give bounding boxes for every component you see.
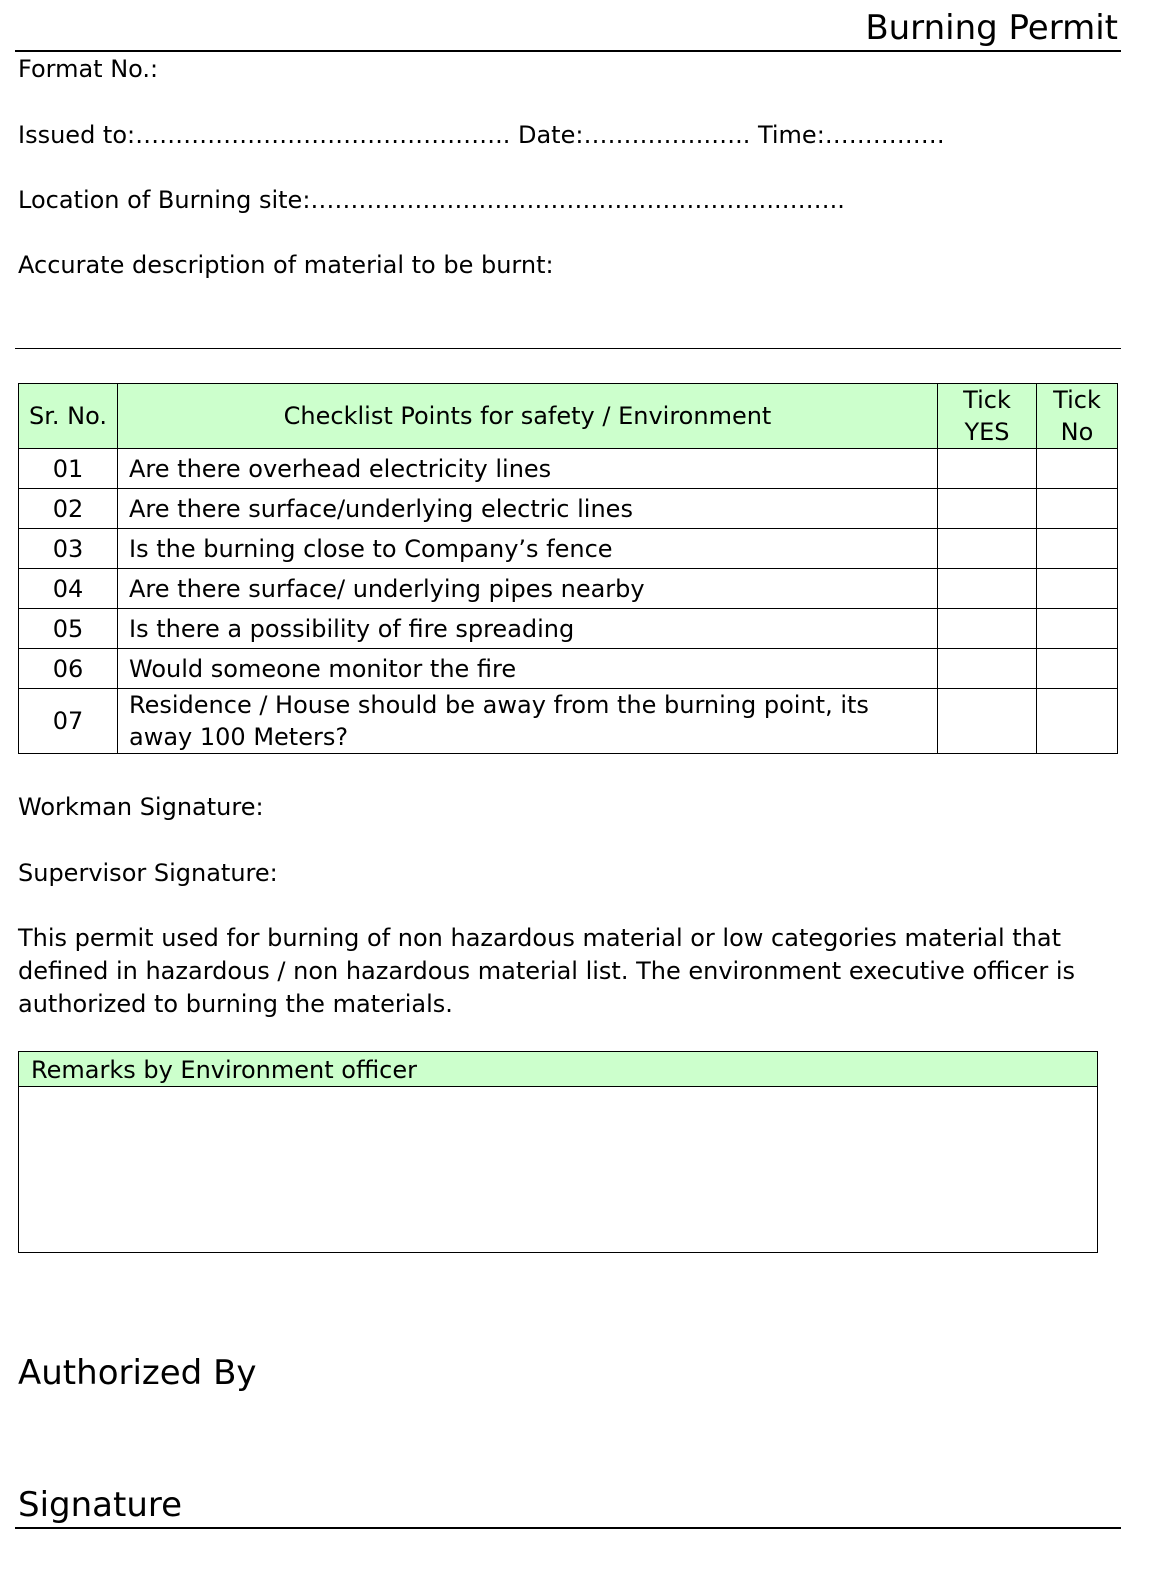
permit-note: This permit used for burning of non hazardous material or low categories material that defined in hazardous / non hazardous material list. The environment executive officer is authorized to burning the materials. [18,924,1075,1018]
remarks-box [18,1051,1098,1253]
signature-rule [15,1527,1121,1529]
checklist-header-row [19,384,1118,449]
checklist-point: Residence / House should be away from the burning point, its away 100 Meters? [118,689,938,754]
checklist-point: Would someone monitor the fire [118,649,938,689]
tick-no-cell[interactable] [1037,449,1118,489]
tick-no-cell[interactable] [1037,529,1118,569]
checklist-row [19,689,1118,754]
checklist-row [19,449,1118,489]
signature-label: Signature [18,1485,183,1525]
row-number: 01 [19,449,118,489]
tick-yes-cell[interactable] [938,569,1037,609]
tick-yes-cell[interactable] [938,449,1037,489]
material-description-label: Accurate description of material to be burnt: [18,251,554,279]
issued-date-time-field: Issued to:……………………………………….. Date:…………….….. Time:…………… [18,121,945,149]
location-field: Location of Burning site:…………………………………………………..…….. [18,186,845,214]
sr-no-header: Sr. No. [19,384,118,449]
tick-no-cell[interactable] [1037,569,1118,609]
row-number: 05 [19,609,118,649]
supervisor-signature-label: Supervisor Signature: [18,859,278,887]
tick-yes-cell[interactable] [938,489,1037,529]
workman-signature-label: Workman Signature: [18,793,264,821]
remarks-header: Remarks by Environment officer [19,1052,1097,1087]
checklist-point: Is there a possibility of fire spreading [118,609,938,649]
checklist-row [19,569,1118,609]
tick-no-cell[interactable] [1037,649,1118,689]
checklist-row [19,649,1118,689]
checklist-row [19,489,1118,529]
tick-yes-cell[interactable] [938,649,1037,689]
row-number: 04 [19,569,118,609]
checklist-row [19,529,1118,569]
tick-yes-cell[interactable] [938,609,1037,649]
tick-no-cell[interactable] [1037,489,1118,529]
page-title: Burning Permit [865,8,1118,48]
tick-no-header: Tick No [1037,384,1118,449]
tick-yes-header: Tick YES [938,384,1037,449]
checklist-points-header: Checklist Points for safety / Environment [118,384,938,449]
checklist-point: Are there overhead electricity lines [118,449,938,489]
checklist-point: Are there surface/underlying electric lines [118,489,938,529]
safety-checklist-table [18,383,1118,754]
description-rule [15,348,1121,349]
format-no-label: Format No.: [18,55,159,83]
row-number: 06 [19,649,118,689]
remarks-input-area[interactable] [19,1087,1097,1251]
authorized-by-label: Authorized By [18,1353,257,1393]
title-rule [15,50,1121,52]
tick-no-cell[interactable] [1037,689,1118,754]
checklist-point: Is the burning close to Company’s fence [118,529,938,569]
checklist-point: Are there surface/ underlying pipes nearby [118,569,938,609]
tick-no-cell[interactable] [1037,609,1118,649]
row-number: 02 [19,489,118,529]
row-number: 03 [19,529,118,569]
tick-yes-cell[interactable] [938,529,1037,569]
tick-yes-cell[interactable] [938,689,1037,754]
row-number: 07 [19,689,118,754]
checklist-row [19,609,1118,649]
